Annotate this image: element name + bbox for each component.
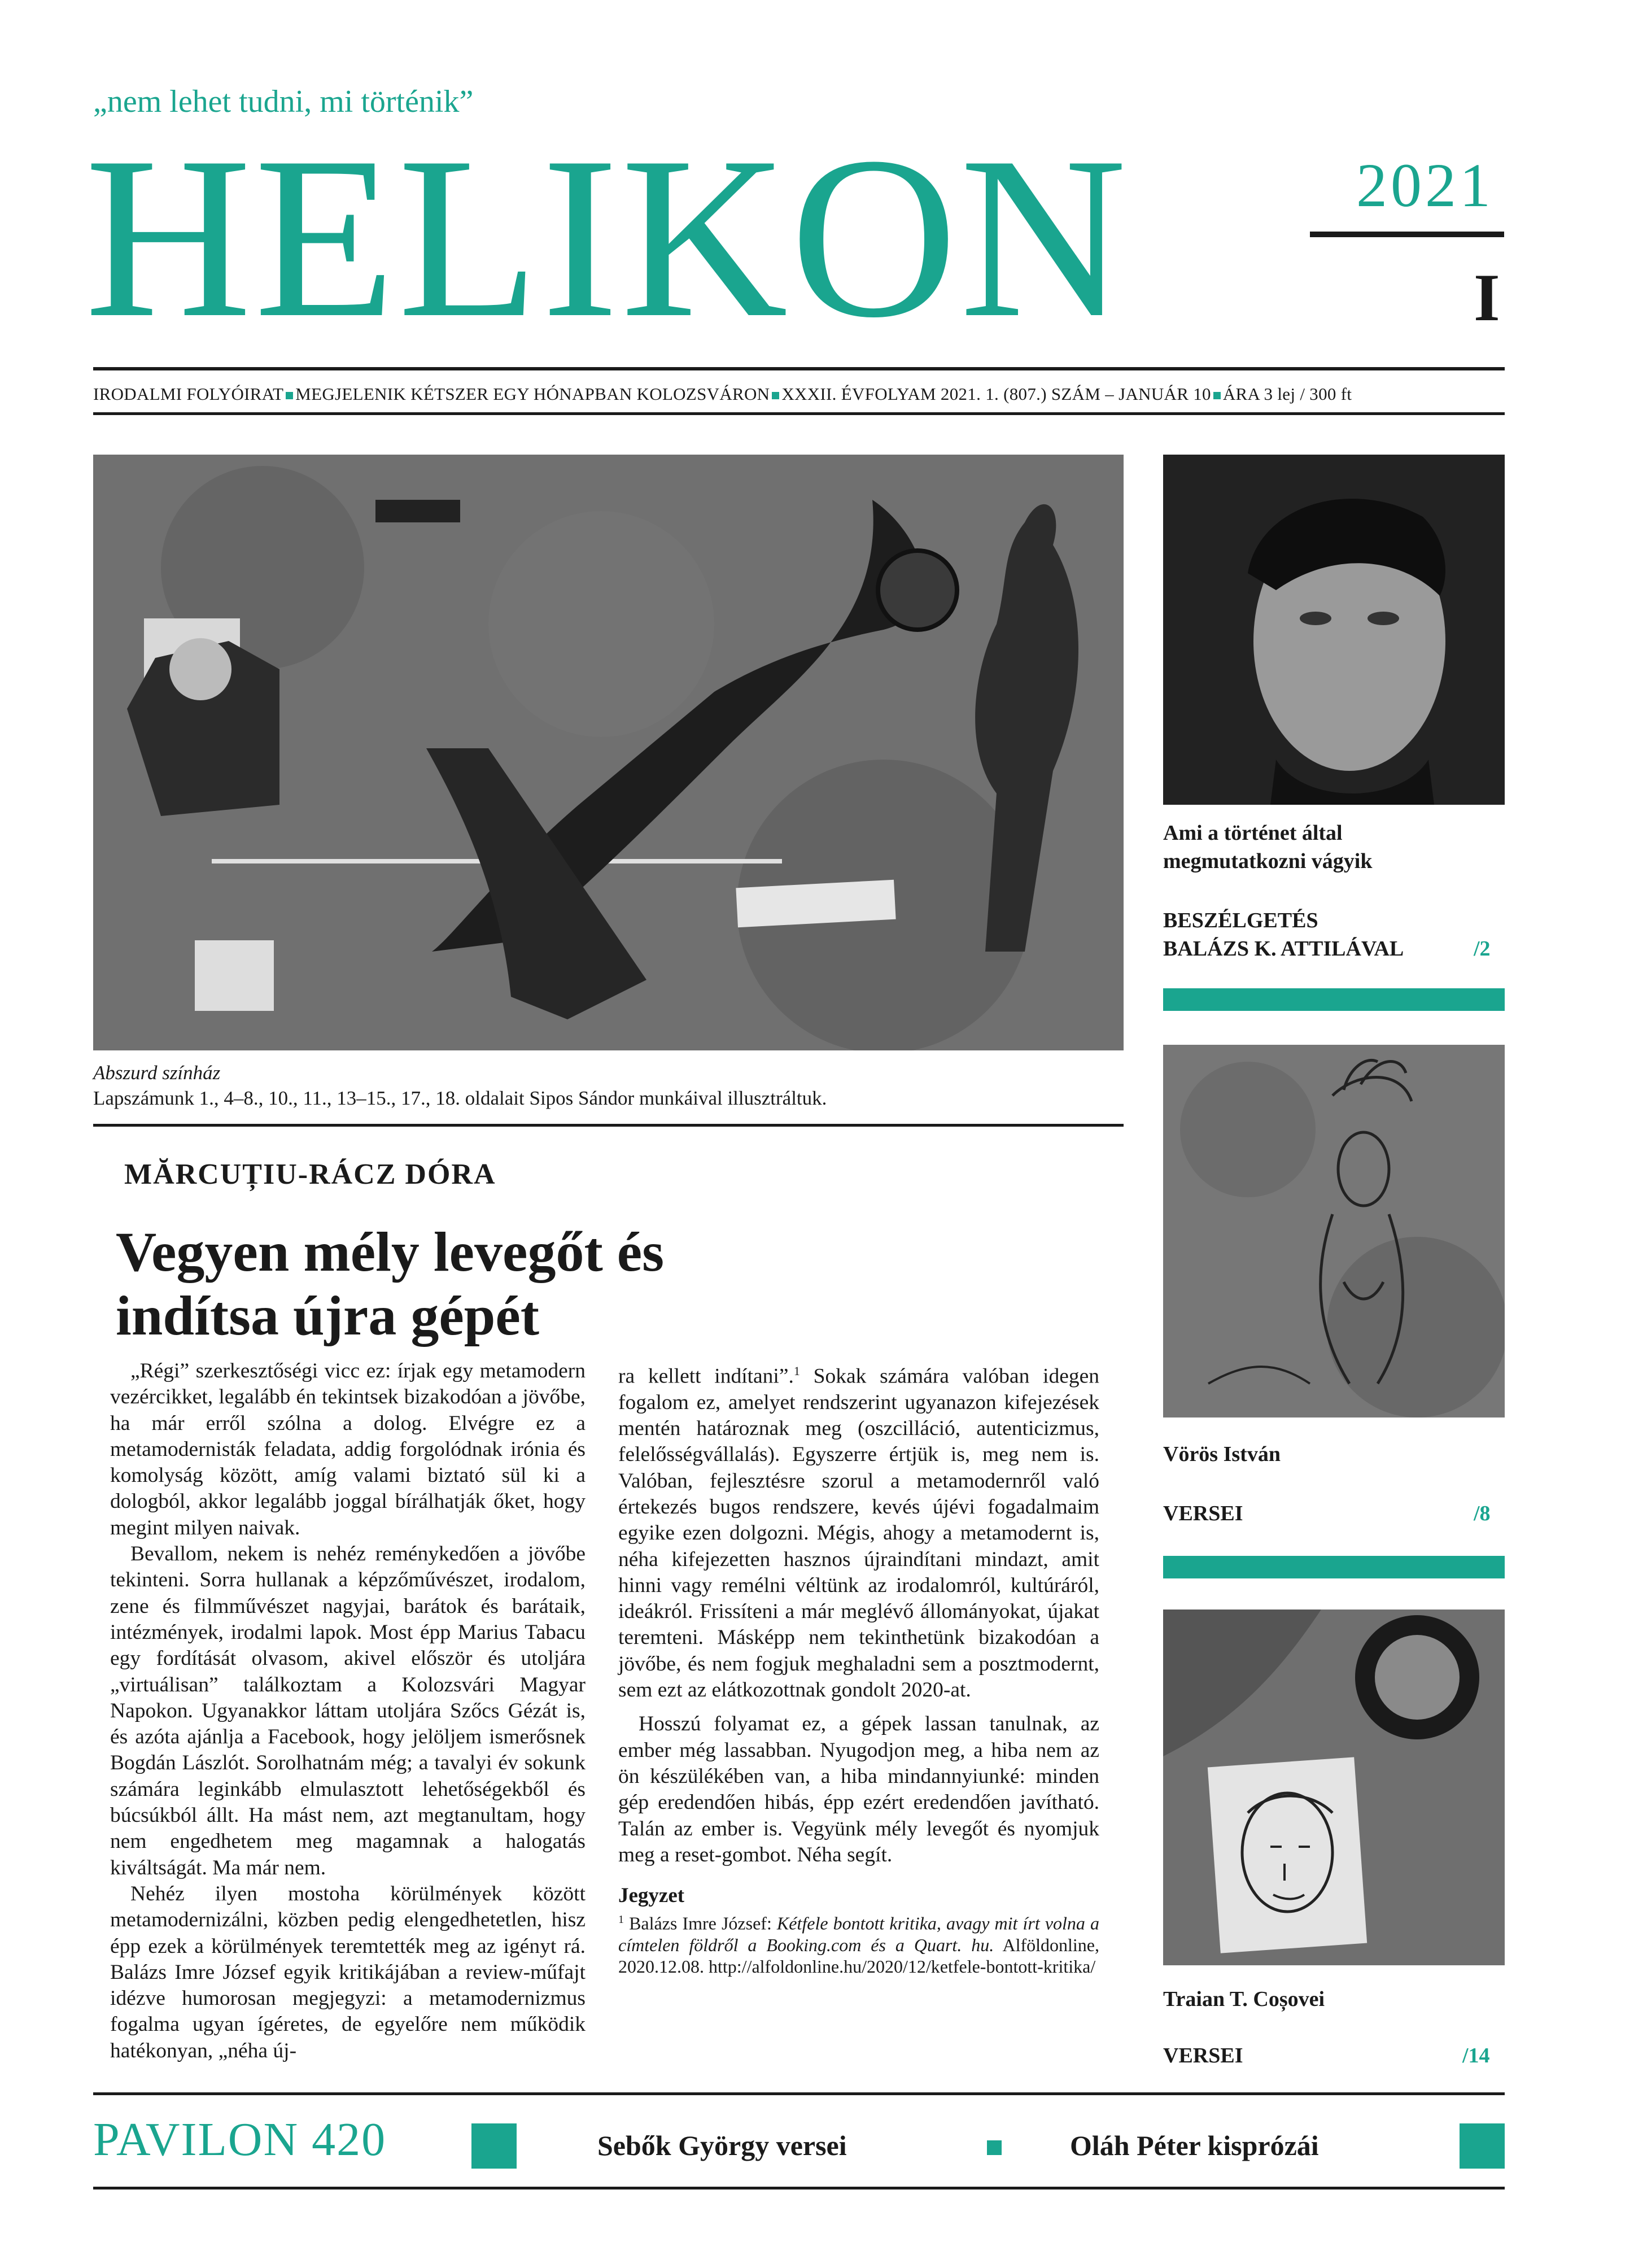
masthead-title: HELIKON (85, 109, 1129, 365)
article-author: MĂRCUȚIU-RÁCZ DÓRA (124, 1158, 496, 1190)
sidebar-illustration-1 (1163, 1045, 1505, 1418)
paragraph: Nehéz ilyen mostoha körülmények között metamodernizálni, közben pedig elengedhetetlen, hisz épp ezek a körülmények teremtették meg az igényt rá. Balázs Imre József egyik kritikájában a review-műfajt idézve humorosan megjegyzi: a metamodernizmus fogalma ugyan ígéretes, de egyelőre nem működik hatékonyan, „néha új- (110, 1882, 586, 2062)
page-ref-link[interactable]: /14 (1462, 2044, 1490, 2068)
sidebar-author: Vörös István (1163, 1442, 1281, 1466)
square-bullet-icon (471, 2123, 517, 2169)
article-column-1 (110, 1358, 586, 2064)
sidebar-kicker: VERSEI (1163, 2044, 1243, 2068)
info-item: IRODALMI FOLYÓIRAT (93, 384, 284, 404)
portrait-image (1163, 455, 1505, 805)
info-item: MEGJELENIK KÉTSZER EGY HÓNAPBAN KOLOZSVÁRON (295, 384, 770, 404)
sidebar-illustration-2 (1163, 1610, 1505, 1965)
portrait-sketch-image (1163, 1610, 1505, 1965)
caption-rule (93, 1124, 1124, 1127)
page-ref-link[interactable]: /2 (1474, 937, 1491, 961)
paragraph: Hosszú folyamat ez, a gépek lassan tanulnak, az ember még lassabban. Nyugodjon meg, a hiba nem az ön készülékében van, a hiba mindannyiunké: minden gép eredendően hibás, épp ezért eredendően javítható. Talán az ember is. Vegyünk mély levegőt és nyomjuk meg a reset-gombot. Néha segít. (618, 1712, 1099, 1866)
headline-line: indítsa újra gépét (116, 1284, 539, 1347)
paragraph: Bevallom, nekem is nehéz reménykedően a jövőbe tekinteni. Sorra hullanak a képzőművészet, irodalom, zene és filmművészet nagyjai, barátok és barátaik, intézmények, irodalmi lapok. Most épp Marius Tabacu egy fordítását olvasom, akivel először és utoljára „virtuálisan” találkoztam a Kolozsvári Magyar Napokon. Ugyanakkor láttam utoljára Szőcs Gézát is, és azóta ajánlja a Facebook, hogy jelöljem ismerősnek Bogdán Lászlót. Sorolhatnám még; a tavalyi év sokunk számára leginkább elmulasztott lehetőségekből és búcsúkból állt. Ha mást nem, azt megtanultam, hogy nem engedhetem meg magamnak a halogatás kiváltságát. Ma már nem. (110, 1542, 586, 1879)
year-divider (1310, 232, 1504, 237)
footer-rule-bottom (93, 2187, 1505, 2190)
sidebar-teaser (1163, 819, 1373, 875)
square-bullet-icon (1460, 2123, 1505, 2169)
caption-title: Abszurd színház (93, 1062, 221, 1084)
teaser-line: Ami a történet által (1163, 821, 1343, 845)
info-bar (93, 384, 1505, 404)
footnote-marker: 1 (793, 1364, 800, 1378)
main-illustration (93, 455, 1124, 1050)
article-column-2 (618, 1358, 1099, 1977)
paragraph (618, 1358, 1099, 1703)
bullet-square-icon (1213, 392, 1221, 399)
info-item: XXXII. ÉVFOLYAM 2021. 1. (807.) SZÁM – JANUÁR 10 (781, 384, 1211, 404)
note-author: Balázs Imre József: (624, 1913, 777, 1934)
kicker-line: BALÁZS K. ATTILÁVAL (1163, 937, 1404, 961)
portrait-photo (1163, 455, 1505, 805)
notes-heading: Jegyzet (618, 1884, 685, 1908)
sidebar-kicker: VERSEI (1163, 1502, 1243, 1525)
footnote (618, 1909, 1099, 1977)
paragraph: „Régi” szerkesztőségi vicc ez: írjak egy metamodern vezércikket, legalább én tekintsek bizakodóan a jövőbe, ha már erről szólna a dolog. Elvégre ez a metamodernisták feladata, addig forgolódnak irónia és komolyság között, amíg valami biztató sül ki a dologból, akkor legalább joggal bírálhatják őket, hogy megint milyen naivak. (110, 1359, 586, 1539)
teaser-line: megmutatkozni vágyik (1163, 849, 1373, 873)
text-run: Sokak számára valóban idegen fogalom ez, amelyet rendszerint ugyanazon kifejezések mentén határoznak meg (oszcilláció, autenticizmus, felelősségvállalás). Egyszerre értjük is, meg nem is. Valóban, fejlesztésre szorul a metamodernről való értekezés bugos rendszere, kevés újévi fogadalmaim egyike ezen dolgozni. Mégis, ahogy a metamodernt is, néha kifejezetten hasznos újraindítani mindazt, amit hinni vagy remélni véltünk az irodalomról, kultúráról, ideákról. Frissíteni a már meglévő állományokat, újakat teremteni. Másképp nem tekinthetünk bizakodóan a jövőbe, és nem fogjuk meghaladni sem a posztmodernt, sem ezt az elátkozottnak gondolt 2020-at. (618, 1364, 1099, 1702)
header-rule-top (93, 367, 1505, 370)
footer-item: Sebők György versei (597, 2130, 847, 2161)
text-run: ra kellett indítani”. (618, 1364, 794, 1388)
bullet-square-icon (286, 392, 293, 399)
note-rest: Alföldonline, 2020.12.08. http://alfoldonline.hu/2020/12/ketfele-bontott-kritika/ (618, 1935, 1100, 1977)
sidebar-divider (1163, 988, 1505, 1011)
bullet-square-icon (772, 392, 779, 399)
kicker-line: BESZÉLGETÉS (1163, 909, 1318, 932)
tagline: „nem lehet tudni, mi történik” (93, 84, 474, 119)
caption-text: Lapszámunk 1., 4–8., 10., 11., 13–15., 17., 18. oldalait Sipos Sándor munkáival illusztráltuk. (93, 1087, 827, 1109)
sidebar-author: Traian T. Coșovei (1163, 1987, 1325, 2011)
issue-year: 2021 (1356, 151, 1494, 220)
note-title: Kétfele bontott kritika, avagy mit írt volna a címtelen földről a Booking.com és a Quart. hu. (618, 1913, 1100, 1956)
header-rule-bottom (93, 412, 1505, 415)
abstract-artwork-image (93, 455, 1124, 1050)
sketch-figure-image (1163, 1045, 1505, 1418)
info-item: ÁRA 3 lej / 300 ft (1222, 384, 1352, 404)
square-bullet-icon (987, 2140, 1002, 2155)
footer-item: Oláh Péter kisprózái (1070, 2130, 1319, 2161)
sidebar-divider (1163, 1556, 1505, 1578)
page-ref-link[interactable]: /8 (1474, 1502, 1491, 1525)
footnote-number: 1 (618, 1913, 624, 1926)
pavilon-title: PAVILON 420 (93, 2113, 387, 2166)
issue-number: I (1474, 260, 1500, 335)
headline-line: Vegyen mély levegőt és (116, 1220, 665, 1283)
article-headline (116, 1220, 934, 1347)
footer-rule-top (93, 2092, 1505, 2095)
sidebar-kicker (1163, 906, 1404, 963)
